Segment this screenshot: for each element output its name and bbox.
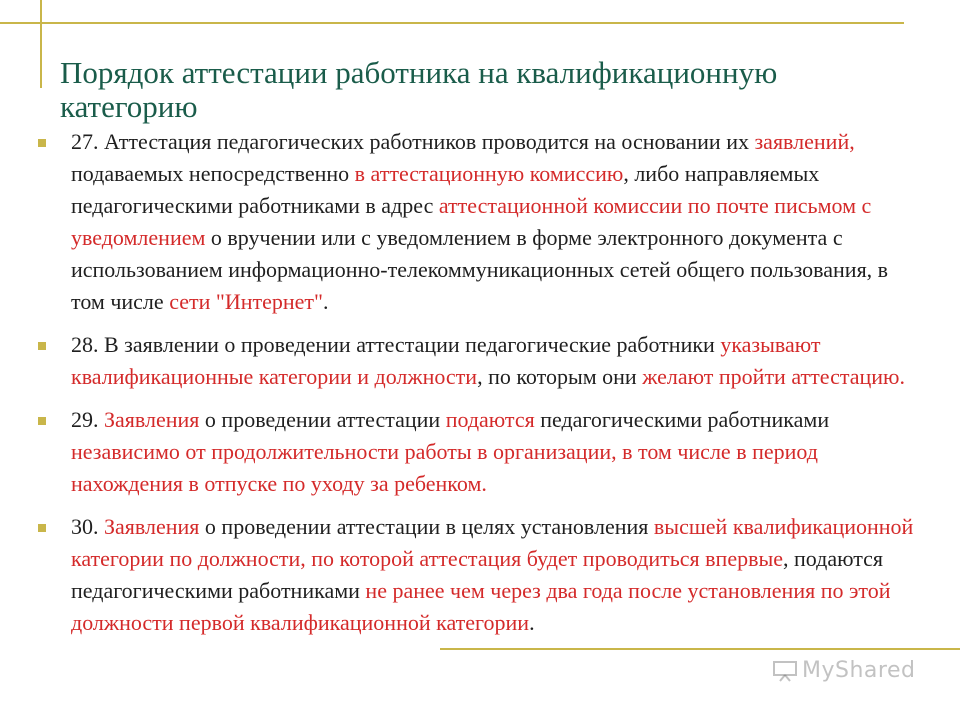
highlighted-text: в аттестационную комиссию	[354, 161, 624, 186]
highlighted-text: высшей квалификационной категории по должности, по которой аттестация будет проводиться впервые	[71, 514, 914, 571]
highlighted-text: Заявления	[104, 407, 200, 432]
watermark	[772, 658, 915, 683]
body-text: , либо направляемых педагогическими работниками в адрес	[71, 161, 820, 218]
body-text: 29.	[71, 407, 104, 432]
highlighted-text: сети "Интернет"	[169, 289, 324, 314]
body-text: 30.	[71, 514, 104, 539]
highlighted-text: Заявления	[104, 514, 200, 539]
highlighted-text: заявлений,	[754, 129, 855, 154]
list-item	[36, 404, 916, 500]
left-rule	[40, 0, 42, 88]
highlighted-text: не ранее чем через два года после установления по этой должности первой квалификационной категории	[71, 578, 891, 635]
square-bullet-icon	[38, 139, 46, 147]
body-text: , по которым они	[477, 364, 643, 389]
square-bullet-icon	[38, 524, 46, 532]
slide-title: Порядок аттестации работника на квалификационную категорию	[60, 55, 778, 124]
body-text: 27. Аттестация педагогических работников проводится на основании их	[71, 129, 755, 154]
body-text: , подаются педагогическими работниками	[71, 546, 884, 603]
highlighted-text: желают пройти аттестацию.	[642, 364, 905, 389]
top-rule	[0, 22, 904, 24]
watermark-text: MyShared	[802, 658, 916, 683]
body-text: 28. В заявлении о проведении аттестации педагогические работники	[71, 332, 721, 357]
list-item	[36, 126, 916, 318]
list-item	[36, 329, 916, 393]
highlighted-text: указывают квалификационные категории и должности	[71, 332, 821, 389]
square-bullet-icon	[38, 342, 46, 350]
body-text: о вручении или с уведомлением в форме электронного документа с использованием информационно-телекоммуникационных сетей общего пользования, в том числе	[71, 225, 889, 314]
highlighted-text: независимо от продолжительности работы в организации, в том числе в период нахождения в отпуске по уходу за ребенком.	[71, 439, 818, 496]
list-item	[36, 511, 916, 639]
bullet-list	[36, 126, 916, 650]
body-text: педагогическими работниками	[534, 407, 830, 432]
highlighted-text: аттестационной комиссии по почте письмом с уведомлением	[71, 193, 872, 250]
body-text: .	[529, 610, 535, 635]
presentation-board-icon	[772, 660, 798, 682]
body-text: подаваемых непосредственно	[71, 161, 355, 186]
body-text: .	[323, 289, 329, 314]
body-text: о проведении аттестации	[199, 407, 446, 432]
body-text: о проведении аттестации в целях установления	[199, 514, 654, 539]
highlighted-text: подаются	[445, 407, 535, 432]
square-bullet-icon	[38, 417, 46, 425]
